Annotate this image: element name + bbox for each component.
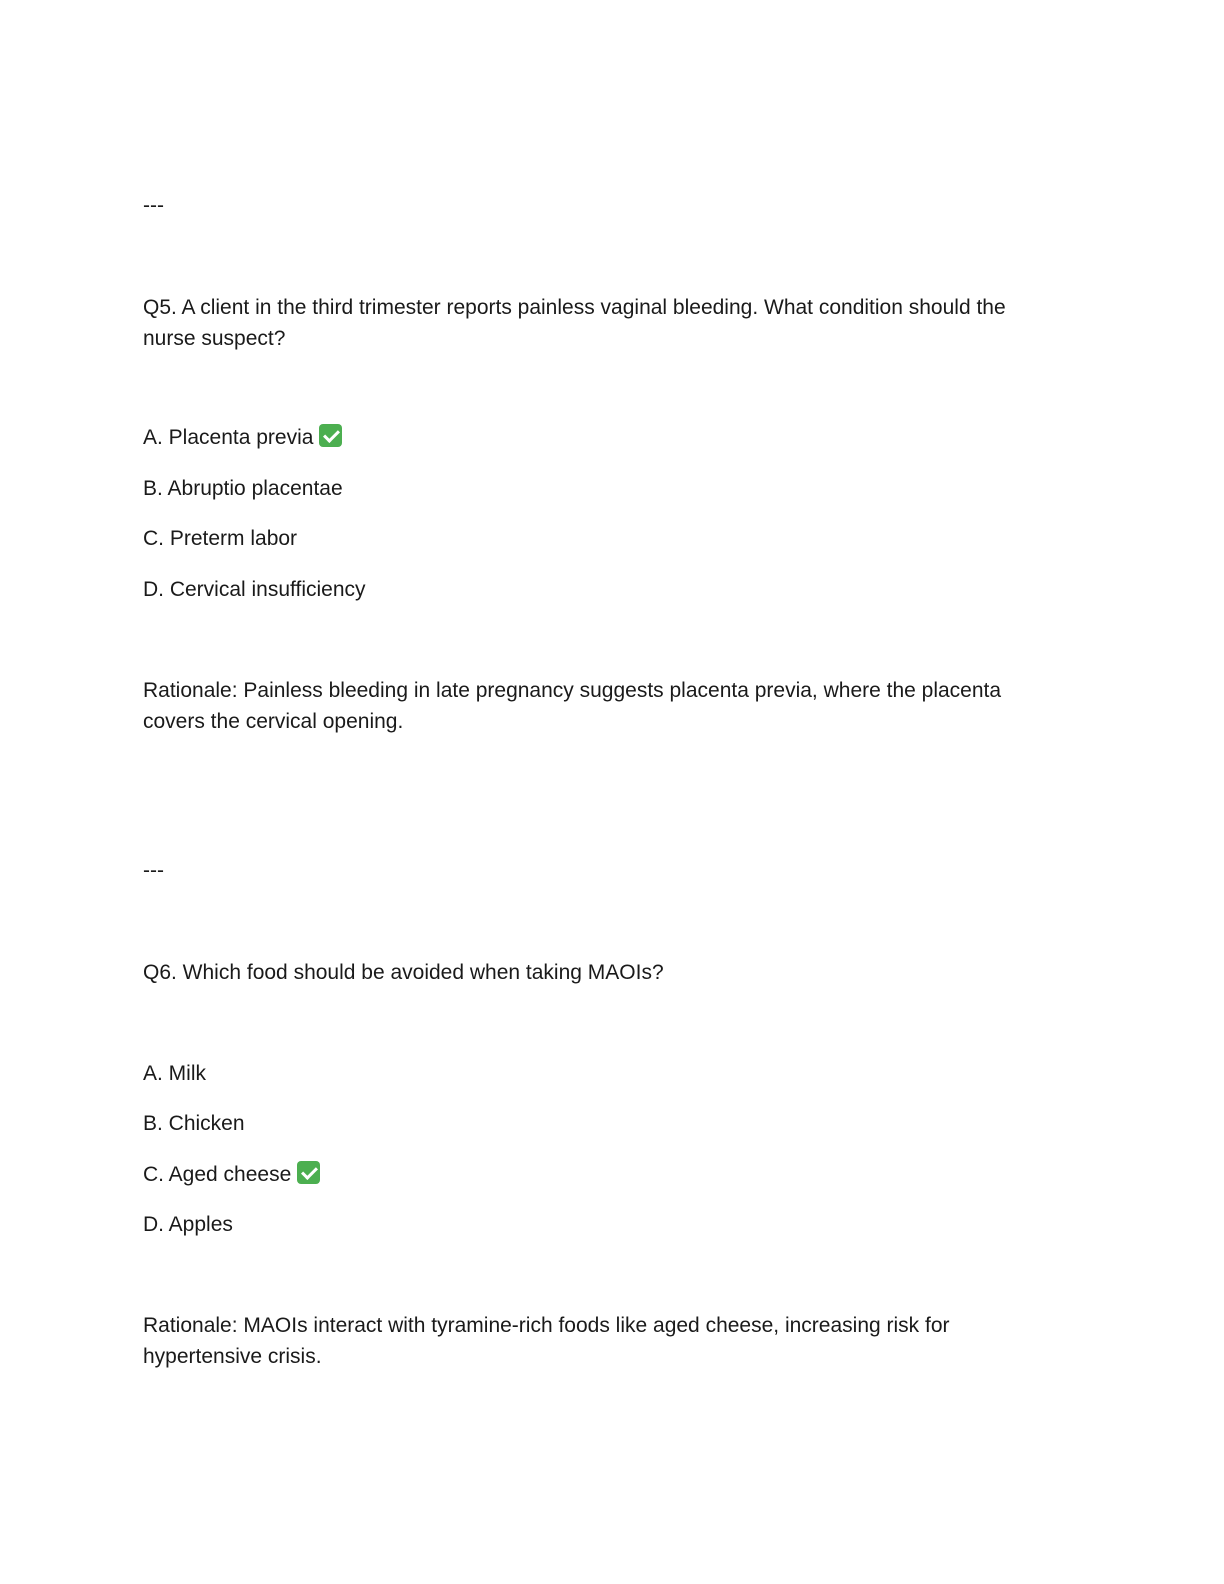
option-label: A. Placenta previa <box>143 426 314 449</box>
option-label: B. Abruptio placentae <box>143 477 343 500</box>
option-label: C. Preterm labor <box>143 527 298 550</box>
option-label: D. Cervical insufficiency <box>143 578 366 601</box>
answer-option <box>143 1159 1063 1190</box>
rationale-text: Rationale: MAOIs interact with tyramine-rich foods like aged cheese, increasing risk for hypertensive crisis. <box>143 1314 950 1368</box>
rationale-text: Rationale: Painless bleeding in late pregnancy suggests placenta previa, where the placenta covers the cervical opening. <box>143 679 1002 733</box>
question-text: Q5. A client in the third trimester reports painless vaginal bleeding. What condition should the nurse suspect? <box>143 296 1006 350</box>
check-mark-icon <box>297 1161 320 1184</box>
answer-option <box>143 473 1063 504</box>
separator: --- <box>143 859 164 882</box>
option-label: D. Apples <box>143 1213 233 1236</box>
document-page <box>143 0 1063 1584</box>
answer-option <box>143 1108 1063 1139</box>
check-mark-icon <box>319 424 342 447</box>
option-label: C. Aged cheese <box>143 1163 292 1186</box>
answer-option <box>143 574 1063 605</box>
answer-option <box>143 1058 1063 1089</box>
question-text: Q6. Which food should be avoided when taking MAOIs? <box>143 961 664 984</box>
separator: --- <box>143 194 164 217</box>
option-label: A. Milk <box>143 1062 206 1085</box>
answer-option <box>143 1209 1063 1240</box>
option-label: B. Chicken <box>143 1112 245 1135</box>
answer-option <box>143 523 1063 554</box>
answer-option <box>143 422 1063 453</box>
